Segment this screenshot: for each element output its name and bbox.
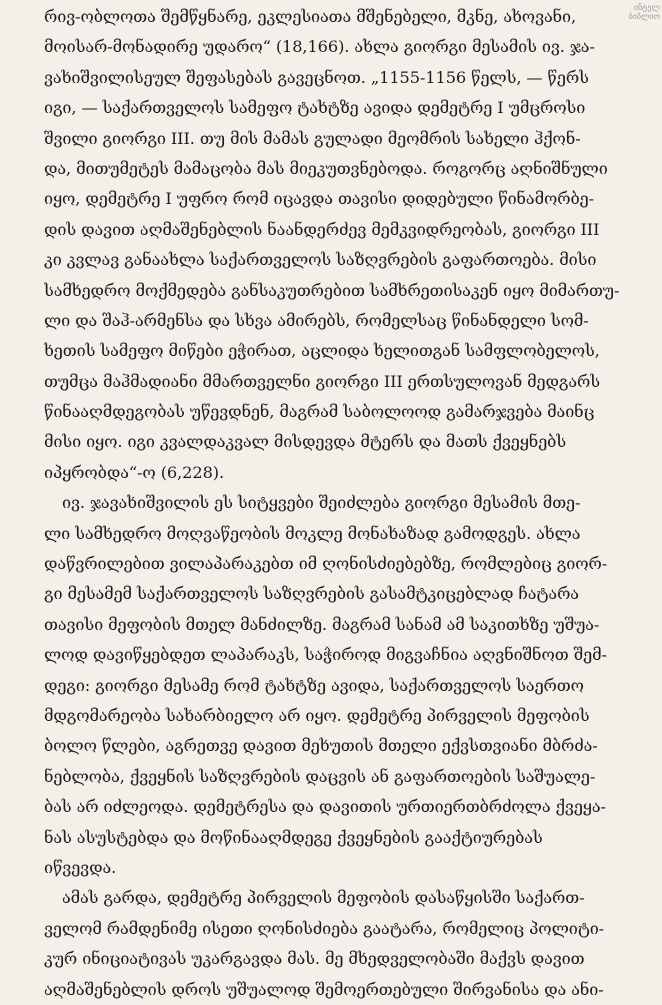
text-line: ამას გარდა, დემეტრე პირველის მეფობის დასაწყისში საქართ- — [62, 888, 585, 908]
text-line: თუმცა მაჰმადიანი მმართველნი გიორგი III ერთსულოვან მედგარს — [44, 371, 600, 391]
text-line: აღმაშენებლის დროს უშუალოდ შემოერთებული შირვანისა და ანი- — [44, 979, 604, 999]
text-line: ნას ასუსტებდა და მოწინააღმდეგე ქვეყნების გააქტიურებას — [44, 827, 543, 847]
text-line: კურ ინიციატივას უკარგავდა მას. მე მხედველობაში მაქვს დავით — [44, 949, 585, 969]
text-line: ნებლობა, ქვეყნის საზღვრების დაცვის ან გაფართოების საშუალე- — [44, 766, 596, 786]
stamp-line: ბიბლიო — [628, 12, 660, 21]
stamp-line: ინტელ — [633, 3, 660, 12]
text-line: ლი და შაჰ-არმენსა და სხვა ამირებს, რომელსაც წინანდელი სომ- — [44, 310, 589, 330]
text-line: დაწვრილებით ვილაპარაკებთ იმ ღონისძიებებზე, რომლებიც გიორ- — [44, 554, 608, 574]
text-line: მისი იყო. იგი კვალდაკვალ მისდევდა მტერს და მათს ქვეყნებს — [44, 432, 567, 452]
text-line: ლი სამხედრო მოღვაწეობის მოკლე მონახაზად გამოდგეს. ახლა — [44, 523, 581, 543]
text-line: ივ. ჯავახიშვილის ეს სიტყვები შეიძლება გიორგი მესამის მთე- — [62, 493, 581, 513]
text-body — [44, 2, 656, 1005]
text-line: სამხედრო მოქმედება განსაკუთრებით სამხრეთისაკენ იყო მიმართუ- — [44, 280, 620, 300]
text-line: ლოდ დავიწყებდეთ ლაპარაკს, საჭიროდ მიგვაჩნია აღვნიშნოთ შემ- — [44, 645, 607, 665]
text-line: ბას არ იძლეოდა. დემეტრესა და დავითის ურთიერთბრძოლა ქვეყა- — [44, 797, 606, 817]
library-stamp — [618, 0, 662, 40]
text-line: ხეთის სამეფო მიწები ეჭირათ, აცლიდა ხელითგან სამფლობელოს, — [44, 341, 600, 361]
text-line: მდგომარეობა სახარბიელო არ იყო. დემეტრე პირველის მეფობის — [44, 705, 590, 725]
text-line: იპყრობდა“-ო (6,228). — [44, 462, 225, 482]
text-line: ველომ რამდენიმე ისეთი ღონისძიება გაატარა, რომელიც პოლიტი- — [44, 918, 605, 938]
text-line: შვილი გიორგი III. თუ მის მამას გულადი მეომრის სახელი ჰქონ- — [44, 128, 581, 148]
text-line: დის დავით აღმაშენებლის ნაანდერძევ მემკვიდრეობას, გიორგი III — [44, 219, 600, 239]
text-line: ვახიშვილისეულ შეფასებას გავეცნოთ. „1155-1156 წელს, — წერს — [44, 67, 589, 87]
text-line: და, მითუმეტეს მამაცობა მას მიეკუთვნებოდა. როგორც აღნიშნული — [44, 158, 608, 178]
text-line: იწვევდა. — [44, 857, 117, 877]
text-line: იყო, დემეტრე I უფრო რომ იცავდა თავისი დიდებული წინამორბე- — [44, 189, 594, 209]
text-line: წინააღმდეგობას უწევდნენ, მაგრამ საბოლოოდ გამარჯვება მაინც — [44, 402, 595, 422]
text-line: მოისარ-მონადირე უდარო“ (18,166). ახლა გიორგი მესამის ივ. ჯა- — [44, 37, 595, 57]
text-line: რივ-ობლოთა შემწყნარე, ეკლესიათა მშენებელი, მკნე, ახოვანი, — [44, 7, 577, 26]
text-line: იგი, — საქართველოს სამეფო ტახტზე ავიდა დემეტრე I უმცროსი — [44, 98, 586, 118]
text-line: თავისი მეფობის მთელ მანძილზე. მაგრამ სანამ ამ საკითხზე უშუა- — [44, 614, 600, 634]
text-line: ბოლო წლები, აგრეთვე დავით მეხუთის მთელი ექვსთვიანი მბრძა- — [44, 736, 598, 756]
text-line: დეგი: გიორგი მესამე რომ ტახტზე ავიდა, საქართველოს საერთო — [44, 675, 584, 695]
text-line: კი კვლავ განაახლა საქართველოს საზღვრების გაფართოება. მისი — [44, 250, 597, 270]
text-line: გი მესამემ საქართველოს საზღვრების გასამტკიცებლად ჩატარა — [44, 584, 579, 604]
